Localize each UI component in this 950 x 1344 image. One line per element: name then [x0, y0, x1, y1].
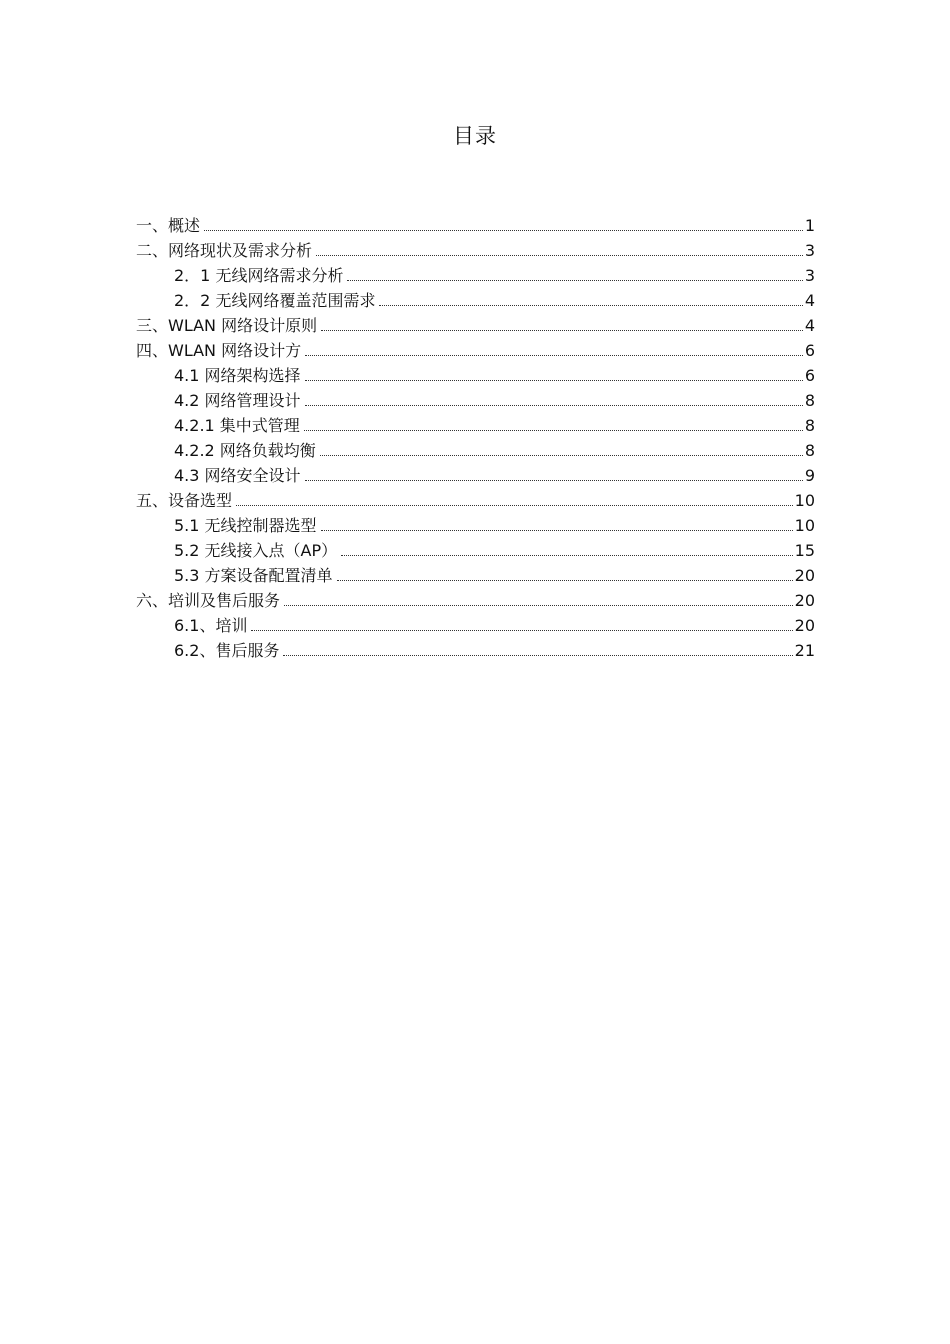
toc-entry[interactable]: [136, 313, 815, 338]
toc-entry-label: 4.2 网络管理设计: [174, 391, 301, 410]
toc-dot-leader: [305, 405, 803, 406]
toc-entry-page-number: 3: [804, 241, 815, 260]
toc-entry[interactable]: [136, 338, 815, 363]
toc-entry[interactable]: [136, 288, 815, 313]
toc-entry[interactable]: [136, 613, 815, 638]
toc-entry-page-number: 3: [804, 266, 815, 285]
toc-entry[interactable]: [136, 363, 815, 388]
toc-dot-leader: [341, 555, 793, 556]
toc-entry-label: 4.3 网络安全设计: [174, 466, 301, 485]
toc-dot-leader: [305, 380, 803, 381]
toc-dot-leader: [316, 255, 803, 256]
toc-entry-page-number: 9: [804, 466, 815, 485]
toc-dot-leader: [304, 430, 803, 431]
toc-entry-label: 2．1 无线网络需求分析: [174, 266, 344, 285]
toc-entry-page-number: 4: [804, 291, 815, 310]
toc-dot-leader: [236, 505, 793, 506]
toc-entry-label: 2．2 无线网络覆盖范围需求: [174, 291, 376, 310]
toc-dot-leader: [305, 355, 803, 356]
toc-dot-leader: [320, 455, 803, 456]
toc-entry[interactable]: [136, 588, 815, 613]
toc-entry[interactable]: [136, 388, 815, 413]
toc-entry-page-number: 8: [804, 416, 815, 435]
toc-entry-label: 6.2、售后服务: [174, 641, 280, 660]
toc-entry[interactable]: [136, 263, 815, 288]
toc-entry-label: 5.1 无线控制器选型: [174, 516, 317, 535]
toc-entry-page-number: 4: [804, 316, 815, 335]
toc-entry-page-number: 10: [794, 491, 815, 510]
toc-entry-label: 5.3 方案设备配置清单: [174, 566, 333, 585]
toc-dot-leader: [347, 280, 802, 281]
toc-entry-label: 四、WLAN 网络设计方: [136, 341, 302, 360]
table-of-contents: [136, 213, 815, 663]
toc-entry-page-number: 8: [804, 391, 815, 410]
toc-dot-leader: [379, 305, 802, 306]
toc-dot-leader: [284, 605, 793, 606]
toc-entry[interactable]: [136, 488, 815, 513]
toc-entry[interactable]: [136, 213, 815, 238]
toc-entry-label: 6.1、培训: [174, 616, 248, 635]
toc-entry-label: 4.2.2 网络负载均衡: [174, 441, 316, 460]
toc-entry[interactable]: [136, 413, 815, 438]
toc-entry-page-number: 20: [794, 591, 815, 610]
page-title: 目录: [453, 124, 497, 148]
toc-entry-label: 六、培训及售后服务: [136, 591, 281, 610]
toc-dot-leader: [251, 630, 792, 631]
toc-entry-page-number: 20: [794, 616, 815, 635]
toc-dot-leader: [305, 480, 803, 481]
toc-entry-label: 4.2.1 集中式管理: [174, 416, 300, 435]
toc-entry-page-number: 10: [794, 516, 815, 535]
toc-entry-page-number: 1: [804, 216, 815, 235]
toc-entry-label: 三、WLAN 网络设计原则: [136, 316, 318, 335]
toc-entry[interactable]: [136, 463, 815, 488]
toc-entry-label: 5.2 无线接入点（AP）: [174, 541, 338, 560]
toc-entry-page-number: 21: [794, 641, 815, 660]
toc-entry-page-number: 15: [794, 541, 815, 560]
toc-entry[interactable]: [136, 513, 815, 538]
toc-entry-page-number: 20: [794, 566, 815, 585]
toc-dot-leader: [283, 655, 792, 656]
toc-entry-label: 五、设备选型: [136, 491, 233, 510]
toc-entry[interactable]: [136, 238, 815, 263]
toc-dot-leader: [204, 230, 803, 231]
toc-entry[interactable]: [136, 538, 815, 563]
toc-entry-page-number: 8: [804, 441, 815, 460]
toc-entry-label: 一、概述: [136, 216, 201, 235]
toc-dot-leader: [321, 530, 793, 531]
toc-entry-label: 4.1 网络架构选择: [174, 366, 301, 385]
toc-entry[interactable]: [136, 638, 815, 663]
toc-entry[interactable]: [136, 563, 815, 588]
toc-entry-page-number: 6: [804, 366, 815, 385]
toc-entry-label: 二、网络现状及需求分析: [136, 241, 313, 260]
toc-dot-leader: [337, 580, 793, 581]
toc-dot-leader: [321, 330, 803, 331]
toc-entry[interactable]: [136, 438, 815, 463]
toc-entry-page-number: 6: [804, 341, 815, 360]
